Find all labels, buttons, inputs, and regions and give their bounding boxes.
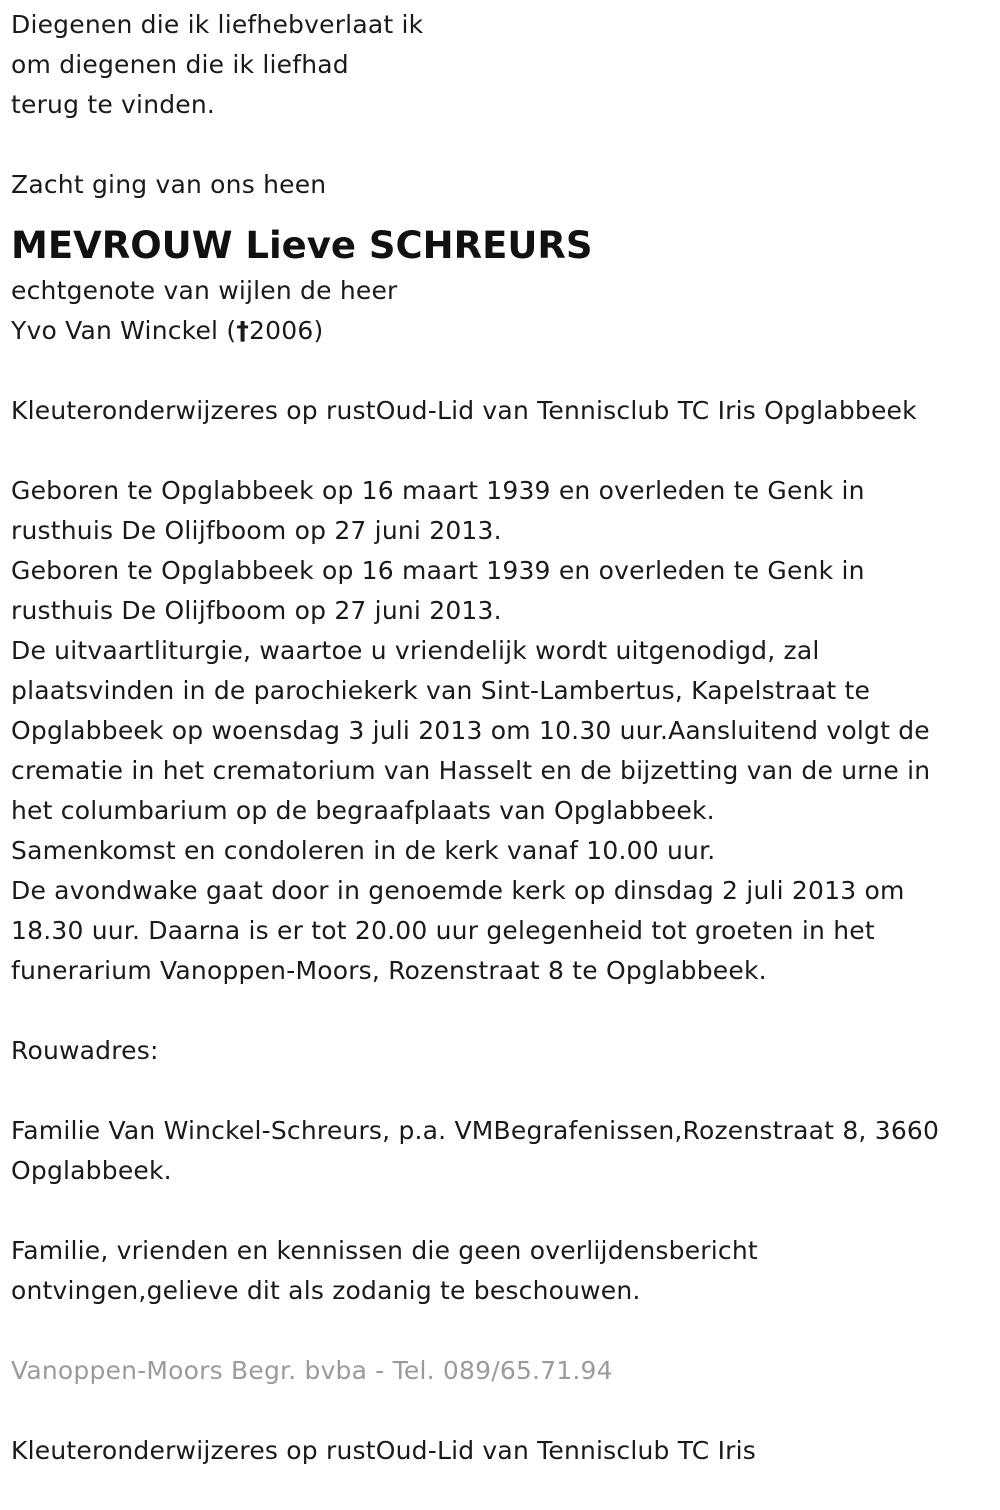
footer-occupation: Kleuteronderwijzeres op rustOud-Lid van Tennisclub TC Iris [11, 1436, 756, 1465]
body-line: Geboren te Opglabbeek op 16 maart 1939 en overleden te Genk in [11, 476, 865, 505]
notice [11, 1231, 991, 1311]
spacer [11, 431, 991, 471]
body-line: rusthuis De Olijfboom op 27 juni 2013. [11, 596, 502, 625]
spacer [11, 1191, 991, 1231]
body-line: het columbarium op de begraafplaats van Opglabbeek. [11, 796, 715, 825]
occupation: Kleuteronderwijzeres op rustOud-Lid van Tennisclub TC Iris Opglabbeek [11, 396, 917, 425]
body-line: crematie in het crematorium van Hasselt en de bijzetting van de urne in [11, 756, 931, 785]
address [11, 1111, 991, 1191]
intro-text: Zacht ging van ons heen [11, 170, 327, 199]
cross-icon: † [236, 316, 250, 345]
poem-line: terug te vinden. [11, 90, 216, 119]
spacer [11, 1071, 991, 1111]
body-line: 18.30 uur. Daarna is er tot 20.00 uur gelegenheid tot groeten in het [11, 916, 875, 945]
address-label: Rouwadres: [11, 1036, 159, 1065]
poem-line: Diegenen die ik liefhebverlaat ik [11, 10, 424, 39]
poem-line: om diegenen die ik liefhad [11, 50, 349, 79]
body-line: Samenkomst en condoleren in de kerk vanaf 10.00 uur. [11, 836, 716, 865]
address-line: Familie Van Winckel-Schreurs, p.a. VMBegrafenissen,Rozenstraat 8, 3660 [11, 1116, 940, 1145]
spacer [11, 125, 991, 165]
spouse-name: Yvo Van Winckel ( [11, 316, 237, 345]
deceased-name: MEVROUW Lieve SCHREURS [11, 224, 593, 267]
obituary-notice [11, 5, 991, 1471]
body-line: plaatsvinden in de parochiekerk van Sint-Lambertus, Kapelstraat te [11, 676, 871, 705]
spacer [11, 205, 991, 221]
spouse-name-line [11, 311, 991, 351]
notice-line: ontvingen,gelieve dit als zodanig te beschouwen. [11, 1276, 641, 1305]
body-line: Geboren te Opglabbeek op 16 maart 1939 en overleden te Genk in [11, 556, 865, 585]
spacer [11, 351, 991, 391]
body-line: funerarium Vanoppen-Moors, Rozenstraat 8 te Opglabbeek. [11, 956, 767, 985]
address-line: Opglabbeek. [11, 1156, 172, 1185]
spacer [11, 1391, 991, 1431]
spacer [11, 1311, 991, 1351]
body-text [11, 471, 991, 991]
spouse-line: echtgenote van wijlen de heer [11, 276, 398, 305]
body-line: De avondwake gaat door in genoemde kerk op dinsdag 2 juli 2013 om [11, 876, 905, 905]
spouse-death-year: 2006) [249, 316, 324, 345]
spacer [11, 991, 991, 1031]
body-line: Opglabbeek op woensdag 3 juli 2013 om 10.30 uur.Aansluitend volgt de [11, 716, 930, 745]
funeral-home-contact: Vanoppen-Moors Begr. bvba - Tel. 089/65.71.94 [11, 1356, 613, 1385]
notice-line: Familie, vrienden en kennissen die geen overlijdensbericht [11, 1236, 758, 1265]
body-line: rusthuis De Olijfboom op 27 juni 2013. [11, 516, 502, 545]
poem [11, 5, 991, 125]
body-line: De uitvaartliturgie, waartoe u vriendelijk wordt uitgenodigd, zal [11, 636, 820, 665]
